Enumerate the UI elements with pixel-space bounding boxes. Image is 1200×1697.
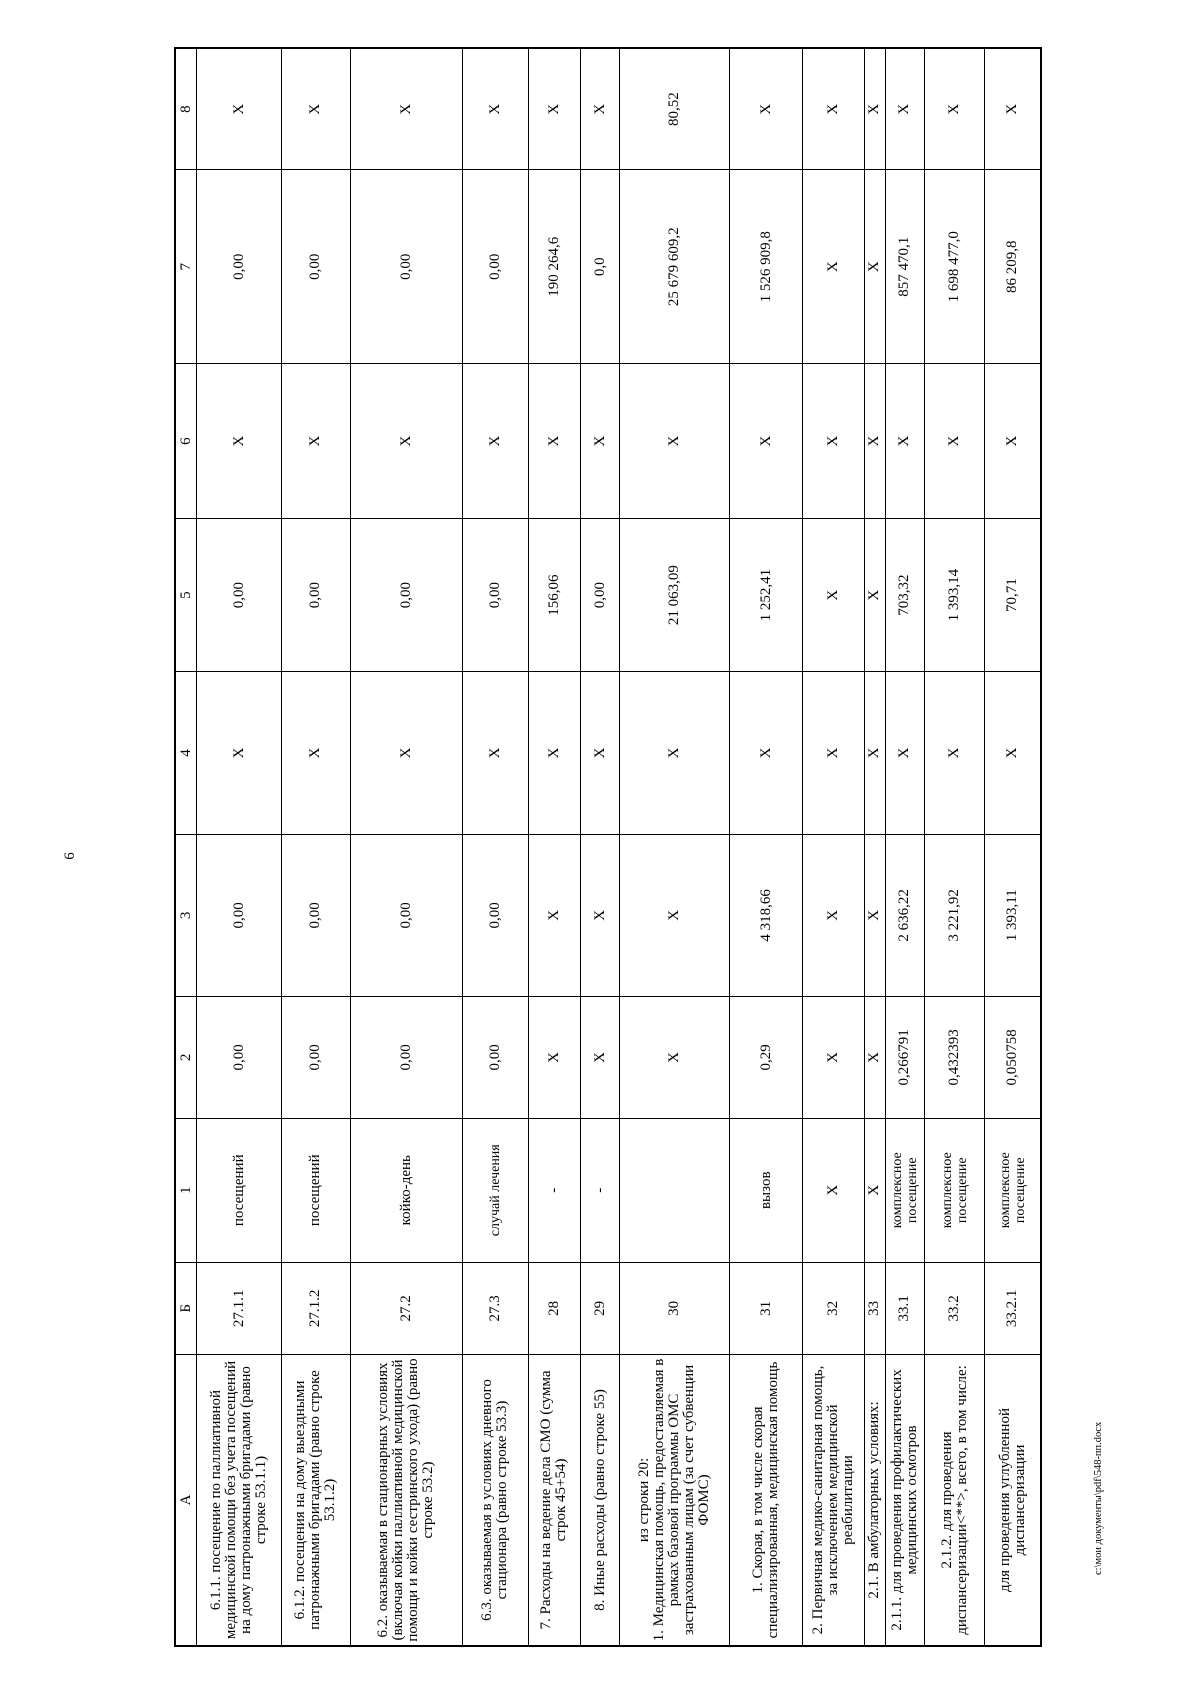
table-cell: 33.1	[885, 1262, 924, 1354]
row-label-cell: 1. Скорая, в том числе скорая специализированная, медицинская помощь	[730, 1354, 803, 1646]
table-cell: 1 698 477,0	[925, 170, 985, 364]
table-cell: Х	[802, 48, 864, 170]
table-cell: Х	[462, 48, 528, 170]
table-cell: 27.1.2	[282, 1262, 350, 1354]
table-cell: 3 221,92	[925, 834, 985, 996]
table-row	[865, 48, 886, 1646]
table-row	[528, 48, 580, 1646]
row-label-cell: 2. Первичная медико-санитарная помощь, за исключением медицинской реабилитации	[802, 1354, 864, 1646]
table-cell: Х	[802, 170, 864, 364]
table-cell: случай лечения	[462, 1118, 528, 1262]
row-label-cell: 6.1.1. посещение по паллиативной медицинской помощи без учета посещений на дому патронажными бригадами (равно строке 53.1.1)	[197, 1354, 282, 1646]
table-cell: Х	[885, 672, 924, 834]
table-cell: Х	[282, 672, 350, 834]
table-row	[802, 48, 864, 1646]
row-label-cell: 7. Расходы на ведение дела СМО (сумма строк 45+54)	[528, 1354, 580, 1646]
table-cell: 0,00	[282, 170, 350, 364]
table-cell: Х	[802, 364, 864, 519]
table-cell: Х	[802, 997, 864, 1119]
table-cell: Х	[580, 364, 619, 519]
table-cell: 1 252,41	[730, 519, 803, 672]
row-label-cell: 6.2. оказываемая в стационарных условиях (включая койки паллиативной медицинской помощи и койки сестринского ухода) (равно строке 53.2)	[350, 1354, 462, 1646]
table-cell: Х	[865, 834, 886, 996]
table-cell: 2 636,22	[885, 834, 924, 996]
table-cell: 0,00	[282, 997, 350, 1119]
table-cell: Х	[802, 672, 864, 834]
table-cell: Х	[350, 364, 462, 519]
table-cell: Х	[197, 364, 282, 519]
column-header: 2	[175, 997, 197, 1119]
table-cell: Х	[282, 48, 350, 170]
table-cell: Х	[865, 997, 886, 1119]
column-header: Б	[175, 1262, 197, 1354]
table-cell: 0,00	[462, 519, 528, 672]
table-cell: Х	[925, 364, 985, 519]
table-cell: 0,050758	[985, 997, 1041, 1119]
table-row	[730, 48, 803, 1646]
table-cell: 29	[580, 1262, 619, 1354]
table-row	[580, 48, 619, 1646]
header-row	[175, 48, 197, 1646]
column-header: 1	[175, 1118, 197, 1262]
row-label-cell: из строки 20: 1. Медицинская помощь, предоставляемая в рамках базовой программы ОМС застрахованным лицам (за счет субвенции ФОМС)	[620, 1354, 730, 1646]
rotated-page-content	[174, 47, 1042, 1647]
table-cell: Х	[985, 48, 1041, 170]
table-cell: Х	[865, 170, 886, 364]
table-cell: 0,00	[197, 834, 282, 996]
table-cell: Х	[865, 48, 886, 170]
table-cell: 156,06	[528, 519, 580, 672]
row-label-cell: 6.1.2. посещения на дому выездными патронажными бригадами (равно строке 53.1.2)	[282, 1354, 350, 1646]
page-number: 6	[62, 852, 78, 860]
table-row	[985, 48, 1041, 1646]
column-header: 6	[175, 364, 197, 519]
table-row	[282, 48, 350, 1646]
table-cell: 0,00	[350, 997, 462, 1119]
table-cell: 31	[730, 1262, 803, 1354]
table-cell: 33.2.1	[985, 1262, 1041, 1354]
table-row	[462, 48, 528, 1646]
table-cell: Х	[925, 672, 985, 834]
table-cell: Х	[197, 48, 282, 170]
row-label-cell: 6.3. оказываемая в условиях дневного стационара (равно строке 53.3)	[462, 1354, 528, 1646]
table-cell: Х	[528, 48, 580, 170]
table-cell: 0,00	[197, 170, 282, 364]
table-cell: 80,52	[620, 48, 730, 170]
data-table	[174, 47, 1042, 1647]
table-cell: койко-день	[350, 1118, 462, 1262]
table-cell: Х	[580, 997, 619, 1119]
table-cell: 33	[865, 1262, 886, 1354]
table-cell: 25 679 609,2	[620, 170, 730, 364]
table-cell: Х	[865, 364, 886, 519]
table-cell: вызов	[730, 1118, 803, 1262]
table-cell: 0,0	[580, 170, 619, 364]
table-cell: Х	[197, 672, 282, 834]
column-header: 5	[175, 519, 197, 672]
table-cell: 27.2	[350, 1262, 462, 1354]
table-cell: 857 470,1	[885, 170, 924, 364]
column-header: 7	[175, 170, 197, 364]
table-cell: 21 063,09	[620, 519, 730, 672]
table-cell: Х	[885, 48, 924, 170]
table-cell: Х	[802, 1118, 864, 1262]
table-cell: 0,00	[282, 519, 350, 672]
table-cell: Х	[528, 997, 580, 1119]
table-cell: 28	[528, 1262, 580, 1354]
row-label-cell: для проведения углубленной диспансеризации	[985, 1354, 1041, 1646]
table-cell: Х	[580, 672, 619, 834]
table-cell: Х	[350, 672, 462, 834]
table-row	[197, 48, 282, 1646]
row-label-cell: 8. Иные расходы (равно строке 55)	[580, 1354, 619, 1646]
table-cell: 0,00	[350, 519, 462, 672]
table-cell: Х	[925, 48, 985, 170]
table-cell: -	[580, 1118, 619, 1262]
table-cell: 0,00	[282, 834, 350, 996]
table-cell: Х	[730, 48, 803, 170]
table-cell: Х	[620, 997, 730, 1119]
table-cell: 0,00	[580, 519, 619, 672]
column-header: 4	[175, 672, 197, 834]
table-cell: 27.3	[462, 1262, 528, 1354]
table-cell: Х	[528, 364, 580, 519]
table-cell: комплексное посещение	[985, 1118, 1041, 1262]
column-header: А	[175, 1354, 197, 1646]
table-cell: посещений	[282, 1118, 350, 1262]
table-cell: 27.1.1	[197, 1262, 282, 1354]
table-cell: 32	[802, 1262, 864, 1354]
table-cell: 0,00	[350, 834, 462, 996]
table-cell: 0,00	[350, 170, 462, 364]
table-cell: 0,00	[462, 170, 528, 364]
table-cell: Х	[528, 834, 580, 996]
table-row	[350, 48, 462, 1646]
table-cell: комплексное посещение	[925, 1118, 985, 1262]
row-label-cell: 2.1. В амбулаторных условиях:	[865, 1354, 886, 1646]
table-cell: Х	[865, 1118, 886, 1262]
table-cell: 1 393,11	[985, 834, 1041, 996]
column-header: 3	[175, 834, 197, 996]
table-cell: Х	[620, 834, 730, 996]
table-cell: 30	[620, 1262, 730, 1354]
table-cell: 1 393,14	[925, 519, 985, 672]
table-cell: Х	[350, 48, 462, 170]
table-row	[925, 48, 985, 1646]
table-cell: 0,00	[462, 834, 528, 996]
table-cell: Х	[528, 672, 580, 834]
table-cell: Х	[282, 364, 350, 519]
table-cell: 4 318,66	[730, 834, 803, 996]
table-cell: Х	[885, 364, 924, 519]
table-cell: 1 526 909,8	[730, 170, 803, 364]
table-cell: 86 209,8	[985, 170, 1041, 364]
table-cell: посещений	[197, 1118, 282, 1262]
table-cell: Х	[865, 672, 886, 834]
row-label-cell: 2.1.1. для проведения профилактических медицинских осмотров	[885, 1354, 924, 1646]
table-cell: Х	[620, 364, 730, 519]
table-cell: -	[528, 1118, 580, 1262]
table-cell: Х	[730, 364, 803, 519]
table-row	[620, 48, 730, 1646]
table-cell: Х	[802, 519, 864, 672]
table-cell: Х	[580, 48, 619, 170]
table-cell: Х	[985, 364, 1041, 519]
table-cell: 703,32	[885, 519, 924, 672]
table-cell: 190 264,6	[528, 170, 580, 364]
table-cell: Х	[462, 672, 528, 834]
table-cell: Х	[802, 834, 864, 996]
table-cell: 0,00	[197, 519, 282, 672]
row-label-cell: 2.1.2. для проведения диспансеризации<**>, всего, в том числе:	[925, 1354, 985, 1646]
table-row	[885, 48, 924, 1646]
table-cell: 33.2	[925, 1262, 985, 1354]
table-cell: Х	[865, 519, 886, 672]
table-cell: 0,00	[462, 997, 528, 1119]
table-body	[197, 48, 1042, 1646]
table-cell: Х	[462, 364, 528, 519]
table-cell: Х	[985, 672, 1041, 834]
column-header: 8	[175, 48, 197, 170]
table-cell: 0,00	[197, 997, 282, 1119]
table-cell: комплексное посещение	[885, 1118, 924, 1262]
table-cell: Х	[620, 672, 730, 834]
table-cell: Х	[730, 672, 803, 834]
table-cell	[620, 1118, 730, 1262]
table-cell: 0,432393	[925, 997, 985, 1119]
table-cell: 0,266791	[885, 997, 924, 1119]
table-cell: 70,71	[985, 519, 1041, 672]
table-cell: Х	[580, 834, 619, 996]
footer-file-path: c:\мои документы\pdf\548-пп.docx	[1093, 1421, 1104, 1575]
table-cell: 0,29	[730, 997, 803, 1119]
